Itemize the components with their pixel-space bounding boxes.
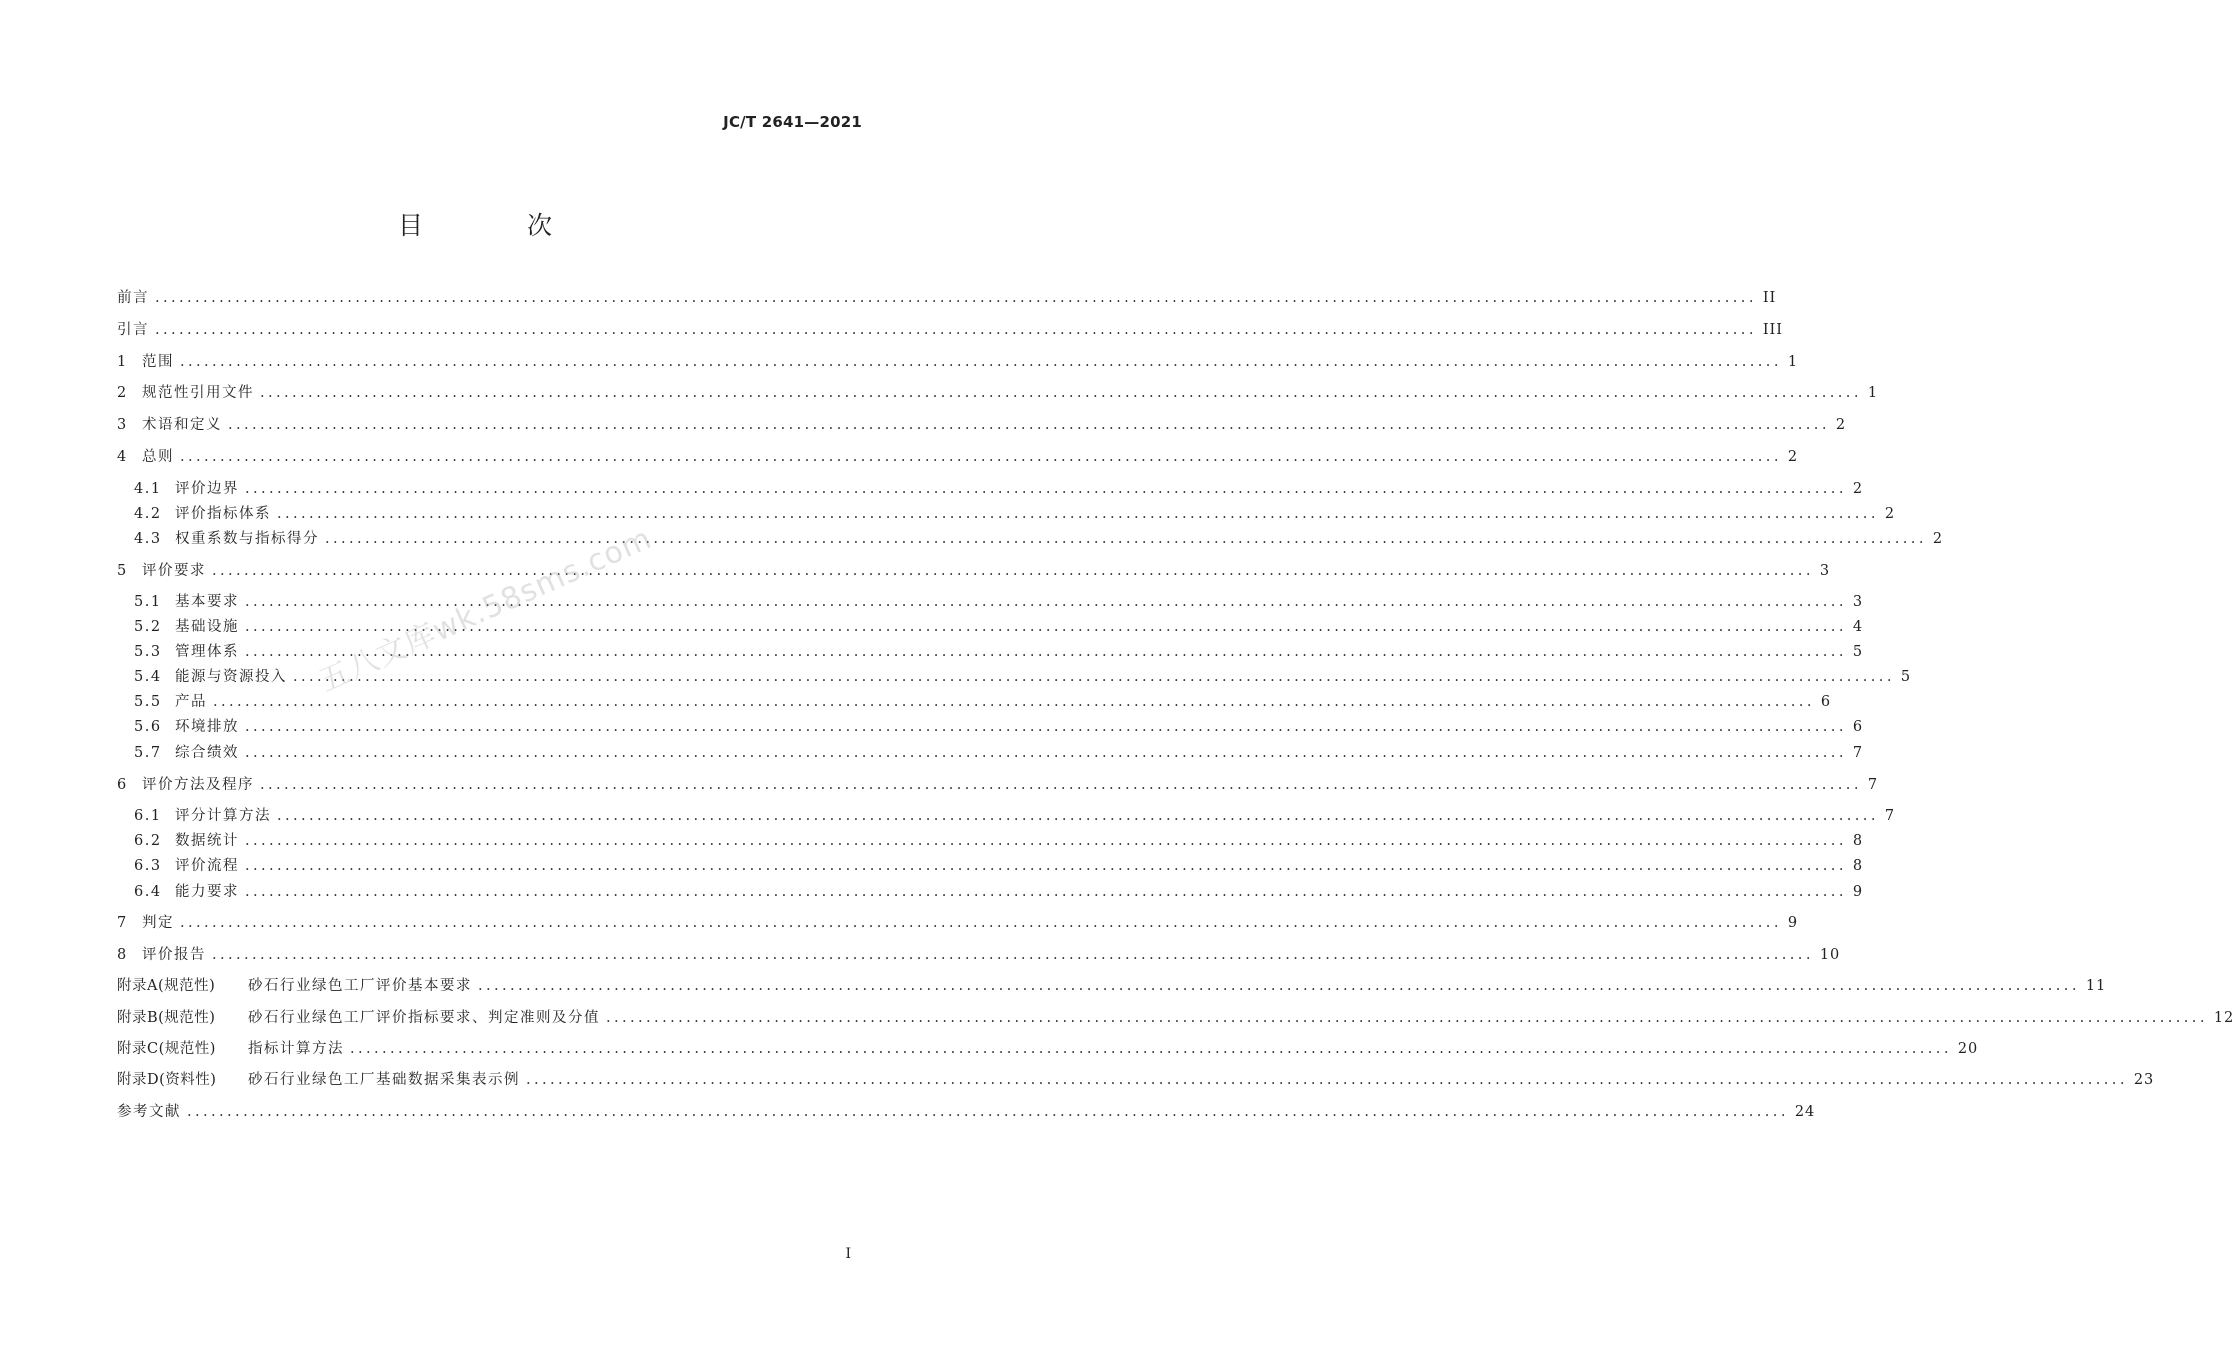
standard-code: JC/T 2641—2021 <box>723 113 862 131</box>
toc-entry-number: 5.4 <box>134 669 162 685</box>
toc-entry[interactable] <box>117 1070 2155 1090</box>
toc-entry[interactable] <box>117 447 1799 467</box>
toc-entry-label: 评价要求 <box>142 563 206 579</box>
toc-leader-dots: ........................................................................................................................................................................................................ <box>245 644 1847 660</box>
toc-entry-page: 24 <box>1794 1104 1816 1120</box>
toc-entry-label: 评价边界 <box>175 481 239 497</box>
toc-leader-dots: ........................................................................................................................................................................................................ <box>606 1010 2208 1026</box>
toc-entry-label: 规范性引用文件 <box>142 385 254 401</box>
toc-entry-label: 评分计算方法 <box>175 808 271 824</box>
toc-entry-page: 7 <box>1867 777 1879 793</box>
toc-entry-number: 7 <box>117 915 127 931</box>
toc-entry-number: 附录C(规范性) <box>117 1041 216 1057</box>
toc-leader-dots: ........................................................................................................................................................................................................ <box>245 858 1847 874</box>
toc-entry-label: 权重系数与指标得分 <box>175 531 319 547</box>
toc-entry-number: 3 <box>117 417 127 433</box>
toc-entry-page: 2 <box>1852 481 1864 497</box>
toc-entry[interactable] <box>117 976 2107 996</box>
toc-entry[interactable] <box>134 743 1864 763</box>
toc-entry-label: 综合绩效 <box>175 745 239 761</box>
toc-leader-dots: ........................................................................................................................................................................................................ <box>245 481 1847 497</box>
toc-entry-number: 1 <box>117 354 127 370</box>
toc-entry-label: 评价指标体系 <box>175 506 271 522</box>
toc-entry-page: 5 <box>1852 644 1864 660</box>
toc-entry[interactable] <box>134 667 1912 687</box>
toc-entry[interactable] <box>134 806 1896 826</box>
toc-leader-dots: ........................................................................................................................................................................................................ <box>277 808 1879 824</box>
toc-leader-dots: ........................................................................................................................................................................................................ <box>155 322 1757 338</box>
toc-leader-dots: ........................................................................................................................................................................................................ <box>180 915 1782 931</box>
toc-entry-page: 6 <box>1852 719 1864 735</box>
toc-entry-label: 砂石行业绿色工厂评价指标要求、判定准则及分值 <box>248 1010 600 1026</box>
toc-entry[interactable] <box>134 856 1864 876</box>
toc-entry-number: 附录D(资料性) <box>117 1072 217 1088</box>
toc-entry-page: 12 <box>2213 1010 2234 1026</box>
toc-entry-number: 5 <box>117 563 127 579</box>
toc-entry[interactable] <box>117 1008 2234 1028</box>
toc-entry[interactable] <box>134 882 1864 902</box>
toc-entry-label: 判定 <box>142 915 174 931</box>
toc-entry-label: 能力要求 <box>175 884 239 900</box>
toc-entry-page: 2 <box>1835 417 1847 433</box>
toc-entry-page: II <box>1762 290 1777 306</box>
toc-entry-page: 2 <box>1932 531 1944 547</box>
toc-entry[interactable] <box>117 352 1799 372</box>
toc-entry-page: 5 <box>1900 669 1912 685</box>
toc-leader-dots: ........................................................................................................................................................................................................ <box>526 1072 2128 1088</box>
toc-entry[interactable] <box>134 717 1864 737</box>
page-number: I <box>845 1246 851 1262</box>
toc-leader-dots: ........................................................................................................................................................................................................ <box>245 884 1847 900</box>
toc-entry-label: 评价流程 <box>175 858 239 874</box>
toc-entry-number: 4.3 <box>134 531 162 547</box>
toc-entry-label: 产品 <box>175 694 207 710</box>
toc-entry-label: 能源与资源投入 <box>175 669 287 685</box>
toc-entry-page: 4 <box>1852 619 1864 635</box>
toc-entry-label: 砂石行业绿色工厂评价基本要求 <box>248 978 472 994</box>
toc-entry-label: 基础设施 <box>175 619 239 635</box>
toc-entry[interactable] <box>117 775 1879 795</box>
toc-entry-label: 范围 <box>142 354 174 370</box>
toc-entry-number: 4.1 <box>134 481 162 497</box>
toc-leader-dots: ........................................................................................................................................................................................................ <box>245 594 1847 610</box>
toc-entry-page: 3 <box>1819 563 1831 579</box>
toc-entry-number: 6.4 <box>134 884 162 900</box>
toc-entry-label: 参考文献 <box>117 1104 181 1120</box>
toc-entry[interactable] <box>117 288 1777 308</box>
toc-entry-label: 评价报告 <box>142 947 206 963</box>
toc-entry-page: 1 <box>1867 385 1879 401</box>
toc-entry[interactable] <box>134 504 1896 524</box>
toc-entry-number: 6.3 <box>134 858 162 874</box>
toc-entry[interactable] <box>134 529 1944 549</box>
toc-entry-label: 环境排放 <box>175 719 239 735</box>
toc-entry-number: 6.2 <box>134 833 162 849</box>
toc-entry-label: 数据统计 <box>175 833 239 849</box>
toc-entry-label: 指标计算方法 <box>248 1041 344 1057</box>
toc-entry-page: 6 <box>1820 694 1832 710</box>
toc-leader-dots: ........................................................................................................................................................................................................ <box>325 531 1927 547</box>
toc-entry[interactable] <box>117 561 1831 581</box>
toc-entry-number: 附录A(规范性) <box>117 978 216 994</box>
watermark: 五八文库wk.58sms.com <box>314 520 658 700</box>
toc-leader-dots: ........................................................................................................................................................................................................ <box>212 947 1814 963</box>
toc-entry-label: 基本要求 <box>175 594 239 610</box>
toc-leader-dots: ........................................................................................................................................................................................................ <box>245 833 1847 849</box>
toc-entry-page: 8 <box>1852 858 1864 874</box>
toc-leader-dots: ........................................................................................................................................................................................................ <box>245 745 1847 761</box>
toc-entry-page: 2 <box>1884 506 1896 522</box>
toc-leader-dots: ........................................................................................................................................................................................................ <box>212 563 1814 579</box>
toc-leader-dots: ........................................................................................................................................................................................................ <box>213 694 1815 710</box>
toc-leader-dots: ........................................................................................................................................................................................................ <box>187 1104 1789 1120</box>
toc-entry-label: 术语和定义 <box>142 417 222 433</box>
toc-entry-number: 5.3 <box>134 644 162 660</box>
toc-leader-dots: ........................................................................................................................................................................................................ <box>245 619 1847 635</box>
toc-entry[interactable] <box>117 320 1784 340</box>
toc-leader-dots: ........................................................................................................................................................................................................ <box>180 354 1782 370</box>
toc-leader-dots: ........................................................................................................................................................................................................ <box>478 978 2080 994</box>
toc-entry-number: 附录B(规范性) <box>117 1010 216 1026</box>
toc-entry-number: 5.1 <box>134 594 162 610</box>
toc-leader-dots: ........................................................................................................................................................................................................ <box>155 290 1757 306</box>
toc-entry-label: 管理体系 <box>175 644 239 660</box>
toc-entry-number: 6 <box>117 777 127 793</box>
toc-leader-dots: ........................................................................................................................................................................................................ <box>260 777 1862 793</box>
toc-entry-number: 2 <box>117 385 127 401</box>
toc-entry-page: 7 <box>1852 745 1864 761</box>
toc-entry-page: 7 <box>1884 808 1896 824</box>
toc-entry[interactable] <box>117 913 1799 933</box>
toc-leader-dots: ........................................................................................................................................................................................................ <box>260 385 1862 401</box>
toc-entry[interactable] <box>117 945 1841 965</box>
toc-leader-dots: ........................................................................................................................................................................................................ <box>228 417 1830 433</box>
toc-entry-page: 11 <box>2085 978 2107 994</box>
toc-entry-page: 10 <box>1819 947 1841 963</box>
toc-entry-page: III <box>1762 322 1784 338</box>
toc-entry[interactable] <box>117 1102 1816 1122</box>
toc-leader-dots: ........................................................................................................................................................................................................ <box>293 669 1895 685</box>
toc-entry-page: 9 <box>1852 884 1864 900</box>
toc-leader-dots: ........................................................................................................................................................................................................ <box>277 506 1879 522</box>
toc-entry-number: 8 <box>117 947 127 963</box>
toc-entry-number: 5.2 <box>134 619 162 635</box>
page-title: 目 次 <box>398 211 600 240</box>
toc-entry-page: 3 <box>1852 594 1864 610</box>
toc-leader-dots: ........................................................................................................................................................................................................ <box>350 1041 1952 1057</box>
toc-entry-page: 8 <box>1852 833 1864 849</box>
toc-entry[interactable] <box>134 692 1832 712</box>
toc-entry-number: 5.7 <box>134 745 162 761</box>
toc-leader-dots: ........................................................................................................................................................................................................ <box>245 719 1847 735</box>
toc-entry-page: 23 <box>2133 1072 2155 1088</box>
toc-entry[interactable] <box>117 383 1879 403</box>
toc-leader-dots: ........................................................................................................................................................................................................ <box>180 449 1782 465</box>
toc-entry[interactable] <box>134 479 1864 499</box>
toc-entry-page: 2 <box>1787 449 1799 465</box>
toc-entry-number: 5.6 <box>134 719 162 735</box>
toc-entry-label: 砂石行业绿色工厂基础数据采集表示例 <box>248 1072 520 1088</box>
toc-entry[interactable] <box>117 1039 1979 1059</box>
toc-entry-page: 20 <box>1957 1041 1979 1057</box>
toc-entry-page: 1 <box>1787 354 1799 370</box>
toc-entry-label: 总则 <box>142 449 174 465</box>
toc-entry[interactable] <box>117 415 1847 435</box>
toc-entry-number: 4 <box>117 449 127 465</box>
toc-entry[interactable] <box>134 831 1864 851</box>
toc-entry-number: 4.2 <box>134 506 162 522</box>
toc-entry-label: 评价方法及程序 <box>142 777 254 793</box>
toc-entry-label: 引言 <box>117 322 149 338</box>
toc-entry-number: 6.1 <box>134 808 162 824</box>
toc-entry-number: 5.5 <box>134 694 162 710</box>
toc-entry-page: 9 <box>1787 915 1799 931</box>
toc-entry-label: 前言 <box>117 290 149 306</box>
toc-entry[interactable] <box>134 642 1864 662</box>
